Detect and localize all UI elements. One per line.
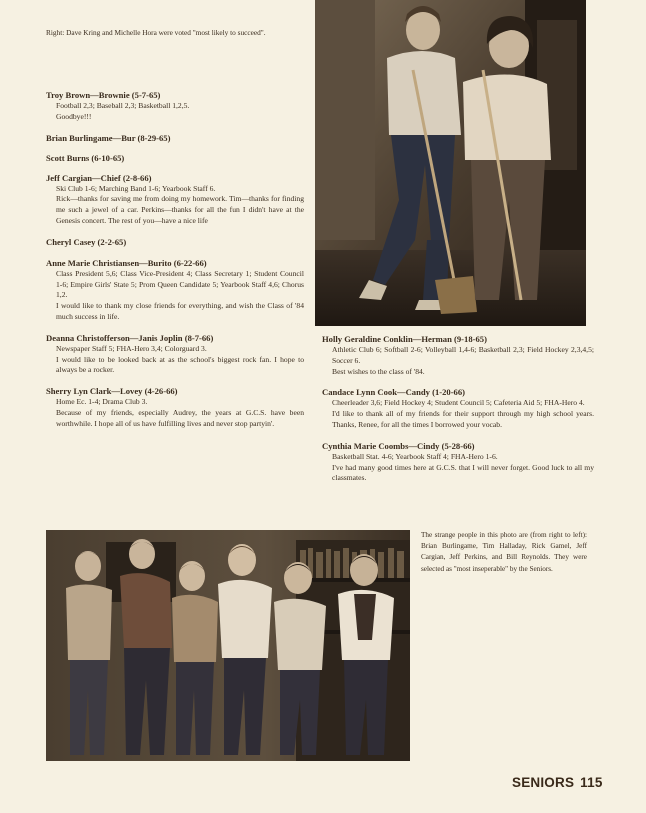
senior-details (46, 184, 304, 227)
senior-entry (46, 386, 304, 429)
senior-entry (322, 334, 594, 377)
section-title: SENIORS (512, 775, 575, 790)
senior-details (322, 345, 594, 377)
senior-name: Jeff Cargian—Chief (2-8-66) (46, 172, 152, 183)
bottom-photo-caption: The strange people in this photo are (from right to left): Brian Burlingame, Tim Halladay, Rick Gamel, Jeff Cargian, Jeff Perkins, and Bill Reynolds. They were selected as "most inseperable" by the Seniors. (421, 531, 587, 573)
senior-details (46, 344, 304, 376)
senior-name: Scott Burns (6-10-65) (46, 152, 125, 163)
senior-entry (322, 441, 594, 484)
senior-entry (322, 387, 594, 430)
page-number: 115 (580, 775, 603, 790)
top-photo (315, 0, 586, 326)
senior-entry (46, 90, 304, 123)
senior-name: Sherry Lyn Clark—Lovey (4-26-66) (46, 386, 178, 397)
activities-line: Home Ec. 1-4; Drama Club 3. (56, 397, 148, 407)
message-line: Best wishes to the class of '84. (332, 366, 425, 376)
students-with-brooms-photo (315, 0, 586, 326)
activities-line: Class President 5,6; Class Vice-President 4; Class Secretary 1; Student Council 1-6; Empire Girls' State 5; Prom Queen Candidate 5; Yearbook Staff 4,6; Chorus 1,2. (56, 268, 304, 300)
senior-details (46, 397, 304, 429)
activities-line: Basketball Stat. 4-6; Yearbook Staff 4; FHA-Hero 1-6. (332, 451, 498, 461)
senior-name: Brian Burlingame—Bur (8-29-65) (46, 132, 171, 143)
activities-line: Newspaper Staff 5; FHA-Hero 3,4; Colorguard 3. (56, 343, 207, 353)
senior-name: Anne Marie Christiansen—Burito (6-22-66) (46, 257, 207, 268)
senior-entry (46, 237, 304, 248)
right-column (322, 334, 594, 494)
left-column (46, 90, 304, 440)
page-footer (512, 775, 603, 790)
activities-line: Ski Club 1-6; Marching Band 1-6; Yearbook Staff 6. (56, 183, 216, 193)
senior-name: Cheryl Casey (2-2-65) (46, 236, 127, 247)
senior-entry (46, 153, 304, 164)
message-line: I would like to thank my close friends for everything, and wish the Class of '84 much success in life. (56, 301, 304, 321)
top-photo-caption: Right: Dave Kring and Michelle Hora were voted "most likely to succeed". (46, 28, 266, 37)
senior-name: Deanna Christofferson—Janis Joplin (8-7-66) (46, 332, 214, 343)
activities-line: Football 2,3; Baseball 2,3; Basketball 1,2,5. (56, 101, 190, 110)
senior-details (322, 398, 594, 430)
senior-entry (46, 133, 304, 144)
message-line: I've had many good times here at G.C.S. that I will never forget. Good luck to all my classmates. (332, 462, 594, 483)
senior-details (46, 101, 304, 123)
activities-line: Cheerleader 3,6; Field Hockey 4; Student Council 5; Cafeteria Aid 5; FHA-Hero 4. (332, 398, 585, 408)
senior-name: Cynthia Marie Coombs—Cindy (5-28-66) (322, 440, 475, 451)
senior-entry (46, 258, 304, 323)
activities-line: Athletic Club 6; Softball 2-6; Volleyball 1,4-6; Basketball 2,3; Field Hockey 2,3,4,5; Soccer 6. (332, 345, 594, 365)
senior-name: Troy Brown—Brownie (5-7-65) (46, 90, 161, 100)
bottom-group-photo (46, 530, 410, 761)
senior-entry (46, 333, 304, 376)
group-of-six-students-photo (46, 530, 410, 761)
message-line: Because of my friends, especially Audrey, the years at G.C.S. have been worthwhile. I hope all of us have fulfilling lives and never stop partyin'. (56, 407, 304, 428)
senior-entry (46, 173, 304, 227)
senior-details (322, 452, 594, 484)
senior-name: Candace Lynn Cook—Candy (1-20-66) (322, 387, 466, 398)
message-line: Rick—thanks for saving me from doing my homework. Tim—thanks for finding me such a jewel of a car. Perkins—thanks for all the fun I didn't have at the Genesis concert. The rest of you—have a nice life (56, 194, 304, 225)
senior-details (46, 269, 304, 323)
message-line: I would like to be looked back at as the school's biggest rock fan. I hope to always be a rocker. (56, 354, 304, 375)
message-line: Goodbye!!! (56, 111, 92, 121)
senior-name: Holly Geraldine Conklin—Herman (9-18-65) (322, 334, 487, 344)
message-line: I'd like to thank all of my friends for their support through my high school years. Thanks, Renee, for all the times I borrowed your vocab. (332, 409, 594, 429)
